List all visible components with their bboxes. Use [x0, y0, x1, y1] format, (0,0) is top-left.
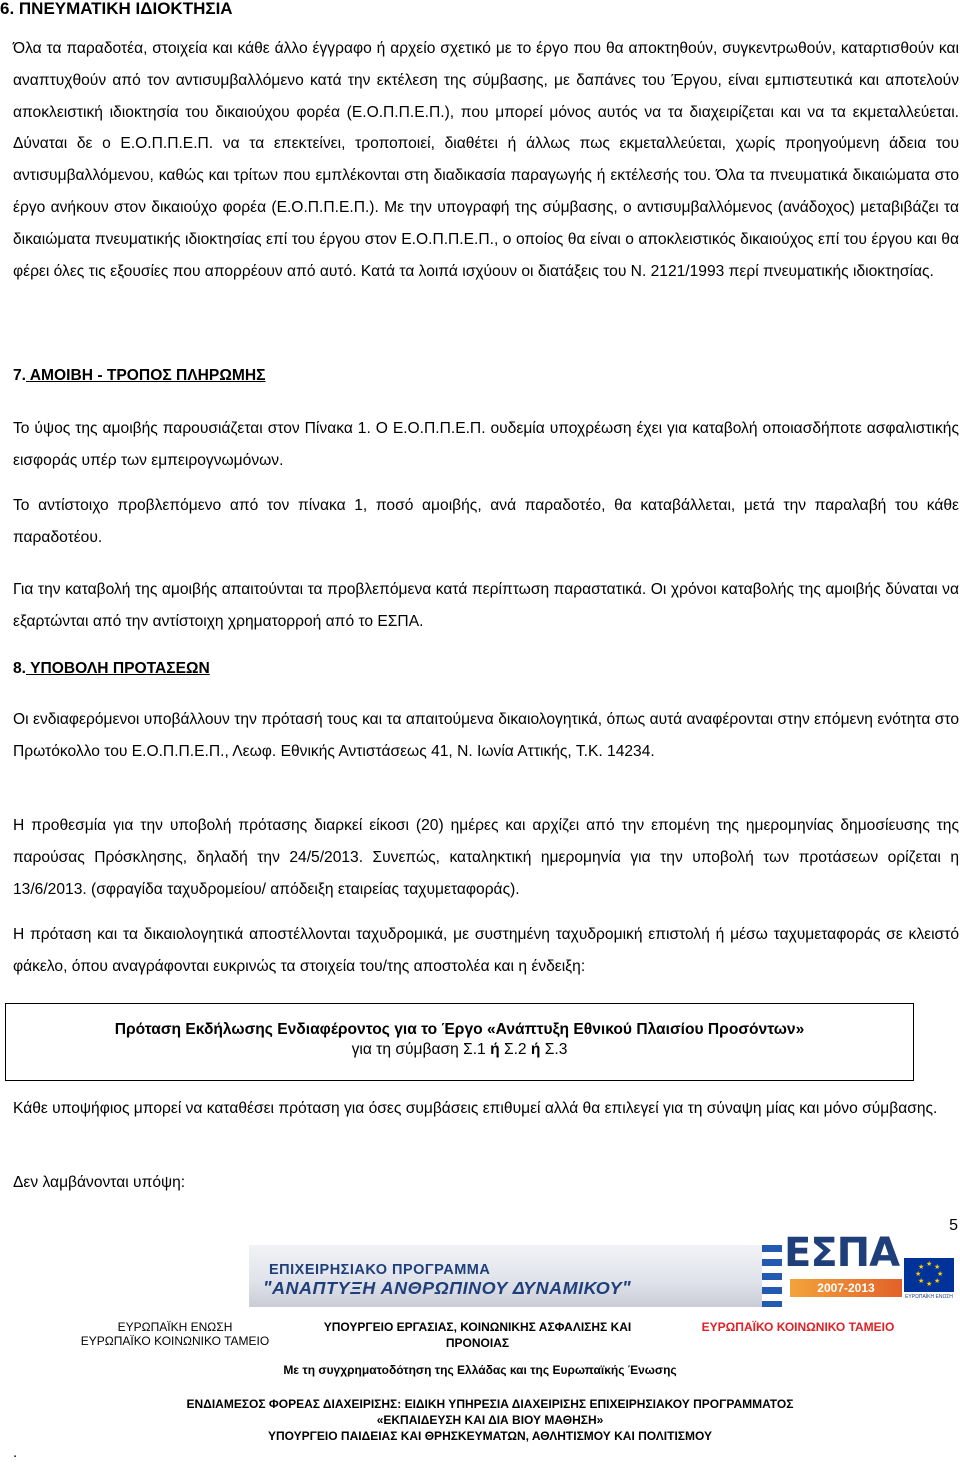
section-8-title: ΥΠΟΒΟΛΗ ΠΡΟΤΑΣΕΩΝ: [30, 660, 210, 677]
footer-ministry-labour-line-2: ΠΡΟΝΟΙΑΣ: [445, 1336, 510, 1350]
section-8-paragraph-1: Οι ενδιαφερόμενοι υποβάλλουν την πρότασή τους και τα απαιτούμενα δικαιολογητικά, όπως αυτά αναφέρονται στην επόμενη ενότητα στο Πρωτόκολλο του Ε.Ο.Π.Π.Ε.Π., Λεωφ. Εθνικής Αντιστάσεως 41, Ν. Ιωνία Αττικής, Τ.Κ. 14234.: [13, 711, 959, 760]
section-7-number: 7.: [13, 367, 27, 384]
footer-esf-right: ΕΥΡΩΠΑΪΚΟ ΚΟΙΝΩΝΙΚΟ ΤΑΜΕΙΟ: [701, 1320, 895, 1334]
section-6-paragraph: Όλα τα παραδοτέα, στοιχεία και κάθε άλλο έγγραφο ή αρχείο σχετικό με το έργο που θα αποκτηθούν, συγκεντρωθούν, καταρτισθούν και αναπτυχθούν από τον αντισυμβαλλόμενο κατά την εκτέλεση της σύμβασης, με δαπάνες του Έργου, είναι εμπιστευτικά και αποτελούν αποκλειστική ιδιοκτησία του δικαιούχου φορέα (Ε.Ο.Π.Π.Ε.Π.), που μπορεί μόνος αυτός να τα διαχειρίζεται και να τα εκμεταλλεύεται. Δύναται δε ο Ε.Ο.Π.Π.Ε.Π. να τα επεκτείνει, τροποποιεί, διαθέτει ή άλλως πως εκμεταλλεύεται, χωρίς προηγούμενη άδεια του αντισυμβαλλόμενου, καθώς και τρίτων που εμπλέκονται στη διαδικασία παραγωγής ή εκτέλεσής του. Όλα τα πνευματικά δικαιώματα στο έργο ανήκουν στον δικαιούχο φορέα (Ε.Ο.Π.Π.Ε.Π.). Με την υπογραφή της σύμβασης, ο αντισυμβαλλόμενος (ανάδοχος) μεταβιβάζει τα δικαιώματα πνευματικής ιδιοκτησίας επί του έργου στον Ε.Ο.Π.Π.Ε.Π., ο οποίος θα είναι ο αποκλειστικός δικαιούχος επί του έργου και θα φέρει όλες τις εξουσίες που απορρέουν από αυτό. Κατά τα λοιπά ισχύουν οι διατάξεις του Ν. 2121/1993 περί πνευματικής ιδιοκτησίας.: [13, 40, 959, 280]
footer-body-line-3: ΥΠΟΥΡΓΕΙΟ ΠΑΙΔΕΙΑΣ ΚΑΙ ΘΡΗΣΚΕΥΜΑΤΩΝ, ΑΘΛΗΤΙΣΜΟΥ ΚΑΙ ΠΟΛΙΤΙΣΜΟΥ: [268, 1429, 712, 1443]
contract-end: Σ.3: [540, 1041, 568, 1058]
page-number: 5: [949, 1217, 958, 1234]
contract-mid: Σ.2: [499, 1041, 531, 1058]
section-7-paragraph-1: Το ύψος της αμοιβής παρουσιάζεται στον Πίνακα 1. Ο Ε.Ο.Π.Π.Ε.Π. ουδεμία υποχρέωση έχει για καταβολή οποιασδήποτε ασφαλιστικής εισφοράς υπέρ των εμπειρογνωμόνων.: [13, 420, 959, 469]
section-8-number: 8.: [13, 660, 27, 677]
section-7-title: ΑΜΟΙΒΗ - ΤΡΟΠΟΣ ΠΛΗΡΩΜΗΣ: [29, 367, 266, 384]
section-8-paragraph-4: Κάθε υποψήφιος μπορεί να καταθέσει πρόταση για όσες συμβάσεις επιθυμεί αλλά θα επιλεγεί για τη σύναψη μίας και μόνο σύμβασης.: [13, 1100, 938, 1117]
envelope-label-box: [5, 1003, 914, 1081]
footer-eu-social-fund: ΕΥΡΩΠΑΪΚΟ ΚΟΙΝΩΝΙΚΟ ΤΑΜΕΙΟ: [80, 1334, 270, 1348]
section-7-paragraph-3: Για την καταβολή της αμοιβής απαιτούνται τα προβλεπόμενα κατά περίπτωση παραστατικά. Οι χρόνοι καταβολής της αμοιβής δύναται να εξαρτώνται από την αντίστοιχη χρηματορροή από το ΕΣΠΑ.: [13, 581, 959, 630]
footer-ministry-labour-line-1: ΥΠΟΥΡΓΕΙΟ ΕΡΓΑΣΙΑΣ, ΚΟΙΝΩΝΙΚΗΣ ΑΣΦΑΛΙΣΗΣ ΚΑΙ: [323, 1320, 632, 1334]
espa-logo-text: ΕΣΠΑ: [784, 1230, 900, 1276]
section-6-heading: 6. ΠΝΕΥΜΑΤΙΚΗ ΙΔΙΟΚΤΗΣΙΑ: [0, 0, 233, 18]
section-7-heading: [13, 367, 265, 385]
operational-programme-banner: [249, 1245, 764, 1307]
espa-years: 2007-2013: [790, 1279, 902, 1297]
banner-line-1: ΕΠΙΧΕΙΡΗΣΙΑΚΟ ΠΡΟΓΡΑΜΜΑ: [269, 1262, 491, 1278]
contract-prefix: για τη σύμβαση Σ.1: [351, 1041, 491, 1058]
section-8-paragraph-2: Η προθεσμία για την υποβολή πρότασης διαρκεί είκοσι (20) ημέρες και αρχίζει από την επομένη της ημερομηνίας δημοσίευσης της παρούσας Πρόσκλησης, δηλαδή την 24/5/2013. Συνεπώς, καταληκτική ημερομηνία για την υποβολή των προτάσεων ορίζεται η 13/6/2013. (σφραγίδα ταχυδρομείου/ απόδειξη εταιρείας ταχυμεταφοράς).: [13, 817, 959, 898]
espa-logo: [782, 1230, 902, 1302]
footer-body-line-2: «ΕΚΠΑΙΔΕΥΣΗ ΚΑΙ ΔΙΑ ΒΙΟΥ ΜΑΘΗΣΗ»: [376, 1413, 604, 1427]
trailing-dot: .: [13, 1444, 18, 1461]
eu-flag-label: ΕΥΡΩΠΑΪΚΗ ΕΝΩΣΗ: [905, 1294, 953, 1300]
or-word-1: ή: [490, 1041, 500, 1058]
greek-flag-icon: [762, 1245, 782, 1307]
envelope-label-line-2: [6, 1041, 913, 1059]
section-8-paragraph-5: Δεν λαμβάνονται υπόψη:: [13, 1174, 186, 1191]
footer-body-line-1: ΕΝΔΙΑΜΕΣΟΣ ΦΟΡΕΑΣ ΔΙΑΧΕΙΡΙΣΗΣ: ΕΙΔΙΚΗ ΥΠΗΡΕΣΙΑ ΔΙΑΧΕΙΡΙΣΗΣ ΕΠΙΧΕΙΡΗΣΙΑΚΟΥ ΠΡΟΓΡΑΜΜΑΤΟΣ: [186, 1397, 794, 1411]
footer-eu-union: ΕΥΡΩΠΑΪΚΗ ΕΝΩΣΗ: [117, 1320, 233, 1334]
section-7-paragraph-2: Το αντίστοιχο προβλεπόμενο από τον πίνακα 1, ποσό αμοιβής, ανά παραδοτέο, θα καταβάλλεται, μετά την παραλαβή του κάθε παραδοτέου.: [13, 497, 959, 546]
footer-cofinance: Με τη συγχρηματοδότηση της Ελλάδας και της Ευρωπαϊκής Ένωσης: [283, 1363, 677, 1377]
section-8-paragraph-3: Η πρόταση και τα δικαιολογητικά αποστέλλονται ταχυδρομικά, με συστημένη ταχυδρομική επιστολή ή μέσω ταχυμεταφοράς σε κλειστό φάκελο, όπου αναγράφονται ευκρινώς τα στοιχεία του/της αποστολέα και η ένδειξη:: [13, 926, 959, 975]
envelope-label-line-1: Πρόταση Εκδήλωσης Ενδιαφέροντος για το Έργο «Ανάπτυξη Εθνικού Πλαισίου Προσόντων»: [114, 1021, 805, 1038]
section-8-heading: [13, 660, 210, 678]
or-word-2: ή: [530, 1041, 541, 1058]
banner-line-2: "ΑΝΑΠΤΥΞΗ ΑΝΘΡΩΠΙΝΟΥ ΔΥΝΑΜΙΚΟΥ": [263, 1278, 632, 1298]
eu-flag-icon: ★ ★ ★ ★ ★ ★ ★ ★ ΕΥΡΩΠΑΪΚΗ ΕΝΩΣΗ: [904, 1258, 954, 1292]
